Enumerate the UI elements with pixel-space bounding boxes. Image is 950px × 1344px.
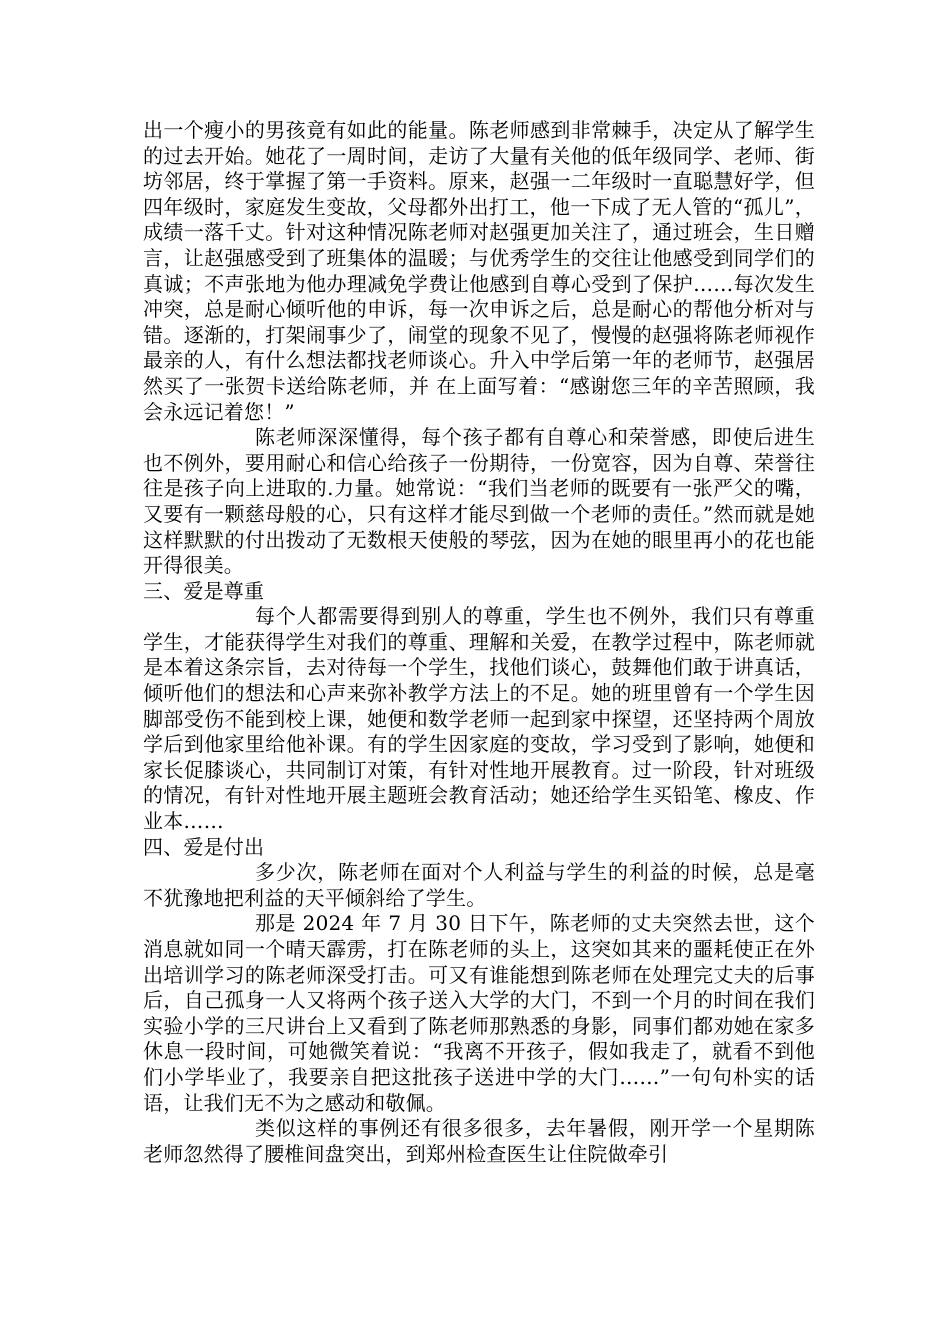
- section-heading-giving: 四、爱是付出: [143, 834, 265, 859]
- section-heading-respect: 三、爱是尊重: [143, 578, 265, 603]
- paragraph-respect: 每个人都需要得到别人的尊重，学生也不例外，我们只有尊重学生，才能获得学生对我们的尊重、理解和关爱，在教学过程中，陈老师就是本着这条宗旨，去对待每一个学生，找他们谈心，鼓舞他们敢于讲真话，倾听他们的想法和心声来弥补教学方法上的不足。她的班里曾有一个学生因脚部受伤不能到校上课，她便和数学老师一起到家中探望，还坚持两个周放学后到他家里给他补课。有的学生因家庭的变故，学习受到了影响，她便和家长促膝谈心，共同制订对策，有针对性地开展教育。过一阶段，针对班级的情况，有针对性地开展主题班会教育活动；她还给学生买铅笔、橡皮、作业本……: [143, 604, 815, 834]
- paragraph-self-esteem: 陈老师深深懂得，每个孩子都有自尊心和荣誉感，即使后进生也不例外，要用耐心和信心给孩子一份期待，一份宽容，因为自尊、荣誉往往是孩子向上进取的.力量。她常说：“我们当老师的既要有一张严父的嘴，又要有一颗慈母般的心，只有这样才能尽到做一个老师的责任。”然而就是她这样默默的付出拨动了无数根天使般的琴弦，因为在她的眼里再小的花也能开得很美。: [143, 425, 815, 578]
- document-body: [143, 118, 815, 1167]
- paragraph-husband-story: 那是 2024 年 7 月 30 日下午，陈老师的丈夫突然去世，这个消息就如同一个晴天霹雳，打在陈老师的头上，这突如其来的噩耗使正在外出培训学习的陈老师深受打击。可又有谁能想到陈老师在处理完丈夫的后事后，自己孤身一人又将两个孩子送入大学的大门，不到一个月的时间在我们实验小学的三尺讲台上又看到了陈老师那熟悉的身影，同事们都劝她在家多休息一段时间，可她微笑着说：“我离不开孩子，假如我走了，就看不到他们小学毕业了，我要亲自把这批孩子送进中学的大门……”一句句朴实的话语，让我们无不为之感动和敬佩。: [143, 911, 815, 1115]
- paragraph-continued: 出一个瘦小的男孩竟有如此的能量。陈老师感到非常棘手，决定从了解学生的过去开始。她花了一周时间，走访了大量有关他的低年级同学、老师、街坊邻居，终于掌握了第一手资料。原来，赵强一二年级时一直聪慧好学，但四年级时，家庭发生变故，父母都外出打工，他一下成了无人管的“孤儿”，成绩一落千丈。针对这种情况陈老师对赵强更加关注了，通过班会，生日赠言，让赵强感受到了班集体的温暖；与优秀学生的交往让他感受到同学们的真诚；不声张地为他办理减免学费让他感到自尊心受到了保护……每次发生冲突，总是耐心倾听他的申诉，每一次申诉之后，总是耐心的帮他分析对与错。逐渐的，打架闹事少了，闹堂的现象不见了，慢慢的赵强将陈老师视作最亲的人，有什么想法都找老师谈心。升入中学后第一年的老师节，赵强居然买了一张贺卡送给陈老师，并 在上面写着：“感谢您三年的辛苦照顾，我会永远记着您！”: [143, 118, 815, 424]
- paragraph-similar-examples: 类似这样的事例还有很多很多，去年暑假，刚开学一个星期陈老师忽然得了腰椎间盘突出，到郑州检查医生让住院做牵引: [143, 1116, 815, 1166]
- paragraph-giving-intro: 多少次，陈老师在面对个人利益与学生的利益的时候，总是毫不犹豫地把利益的天平倾斜给了学生。: [143, 860, 815, 910]
